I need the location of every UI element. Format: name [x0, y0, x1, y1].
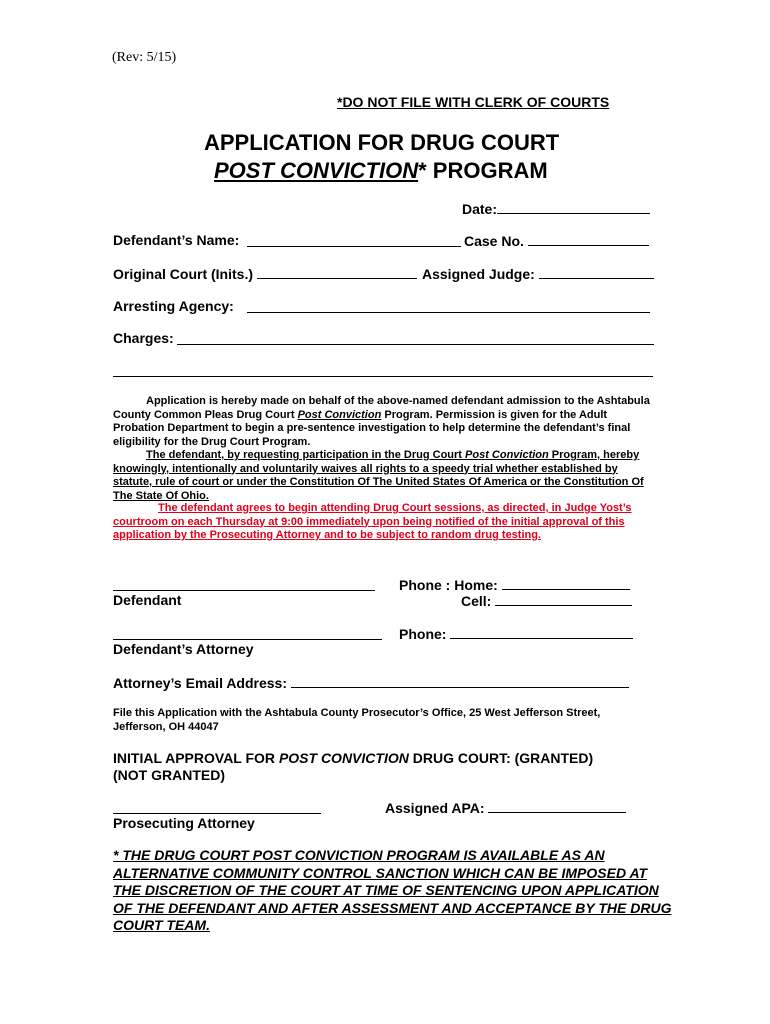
- p1-text-a: Application is hereby made on behalf of the above-named defendant admission to the Ashtabula County Common Pleas Drug Court: [113, 395, 650, 421]
- charges-blank-line1[interactable]: [177, 331, 654, 345]
- defendant-label: Defendant: [113, 592, 182, 608]
- arresting-agency-blank[interactable]: [247, 299, 650, 313]
- p2-text-a: The defendant, by requesting participation in the Drug Court: [146, 449, 466, 461]
- approval-text-a: INITIAL APPROVAL FOR: [113, 750, 279, 766]
- form-title-line1: APPLICATION FOR DRUG COURT: [204, 130, 560, 155]
- application-paragraph: [113, 395, 658, 449]
- original-court-blank[interactable]: [257, 265, 417, 279]
- file-instruction-note: [113, 707, 633, 734]
- attorney-email-label: Attorney’s Email Address:: [113, 675, 288, 691]
- case-no-field[interactable]: [464, 232, 649, 249]
- case-no-blank[interactable]: [528, 232, 649, 246]
- revision-label: (Rev: 5/15): [112, 50, 177, 65]
- program-footnote: * THE DRUG COURT POST CONVICTION PROGRAM IS AVAILABLE AS AN ALTERNATIVE COMMUNITY CONTROL SANCTION WHICH CAN BE IMPOSED AT THE DISCRETION OF THE COURT AT TIME OF SENTENCING UPON APPLICATION OF THE DEFENDANT AND AFTER ASSESSMENT AND ACCEPTANCE BY THE DRUG COURT TEAM.: [113, 847, 672, 933]
- date-label: Date:: [462, 201, 498, 217]
- defendants-attorney-label: Defendant’s Attorney: [113, 641, 254, 657]
- do-not-file-notice: *DO NOT FILE WITH CLERK OF COURTS: [337, 94, 610, 110]
- defendant-name-label: Defendant’s Name:: [113, 232, 240, 248]
- case-no-label: Case No.: [464, 233, 524, 249]
- date-blank[interactable]: [497, 200, 650, 214]
- p1-text-b: Program. Permission is given for the Adult Probation Department to begin a pre-sentence investigation to help determine the defendant’s final eligibility for the Drug Court Program.: [113, 408, 631, 448]
- attendance-paragraph: [113, 502, 658, 543]
- charges-label: Charges:: [113, 330, 174, 346]
- waiver-paragraph: [113, 449, 658, 503]
- p3-text: The defendant agrees to begin attending Drug Court sessions, as directed, in Judge Yost’s courtroom on each Thursday at 9:00 immediately upon being notified of the initial approval of this application by the Prosecuting Attorney and to be subject to random drug testing.: [113, 502, 632, 541]
- p2-post-conviction: Post Conviction: [465, 449, 549, 461]
- attorney-email-blank[interactable]: [291, 674, 629, 688]
- phone-home-blank[interactable]: [502, 576, 630, 590]
- attorney-phone-blank[interactable]: [450, 625, 633, 639]
- prosecuting-attorney-label: Prosecuting Attorney: [113, 815, 255, 831]
- assigned-judge-label: Assigned Judge:: [422, 266, 535, 282]
- approval-granted[interactable]: DRUG COURT: (GRANTED): [408, 750, 594, 766]
- phone-home-label: Phone : Home:: [399, 577, 498, 593]
- title-program: * PROGRAM: [418, 158, 548, 183]
- original-court-field[interactable]: [113, 265, 417, 282]
- prosecuting-attorney-signature-line[interactable]: [113, 800, 321, 814]
- file-note-text: File this Application with the Ashtabula County Prosecutor’s Office, 25 West Jefferson Street, Jefferson, OH 44047: [113, 707, 601, 733]
- approval-not-granted[interactable]: (NOT GRANTED): [113, 767, 225, 783]
- assigned-apa-label: Assigned APA:: [385, 800, 485, 816]
- original-court-label: Original Court (Inits.): [113, 266, 253, 282]
- assigned-apa-field[interactable]: [385, 799, 626, 816]
- date-field[interactable]: [462, 200, 650, 217]
- initial-approval-line: [113, 750, 593, 766]
- attorney-signature-line[interactable]: [113, 626, 382, 640]
- arresting-agency-label: Arresting Agency:: [113, 298, 234, 314]
- assigned-judge-blank[interactable]: [539, 265, 654, 279]
- title-post-conviction: POST CONVICTION: [214, 158, 419, 183]
- p1-post-conviction: Post Conviction: [297, 408, 382, 421]
- p2-text-b: Program, hereby knowingly, intentionally and voluntarily waives all rights to a speedy trial whether established by statute, rule of court or under the Constitution Of The United States Of America or the Constitution Of The State Of Ohio.: [113, 449, 644, 502]
- defendant-name-blank[interactable]: [247, 233, 461, 247]
- form-title-line2: [214, 158, 548, 184]
- charges-blank-line2[interactable]: [113, 363, 653, 377]
- attorney-phone-label: Phone:: [399, 626, 447, 642]
- assigned-judge-field[interactable]: [422, 265, 654, 282]
- approval-post-conviction: POST CONVICTION: [278, 750, 409, 766]
- defendant-signature-line[interactable]: [113, 577, 375, 591]
- attorney-email-field[interactable]: [113, 674, 629, 691]
- phone-home-field[interactable]: [399, 576, 630, 593]
- cell-label: Cell:: [461, 593, 492, 609]
- attorney-phone-field[interactable]: [399, 625, 633, 642]
- cell-field[interactable]: [461, 592, 632, 609]
- assigned-apa-blank[interactable]: [488, 799, 626, 813]
- cell-blank[interactable]: [495, 592, 632, 606]
